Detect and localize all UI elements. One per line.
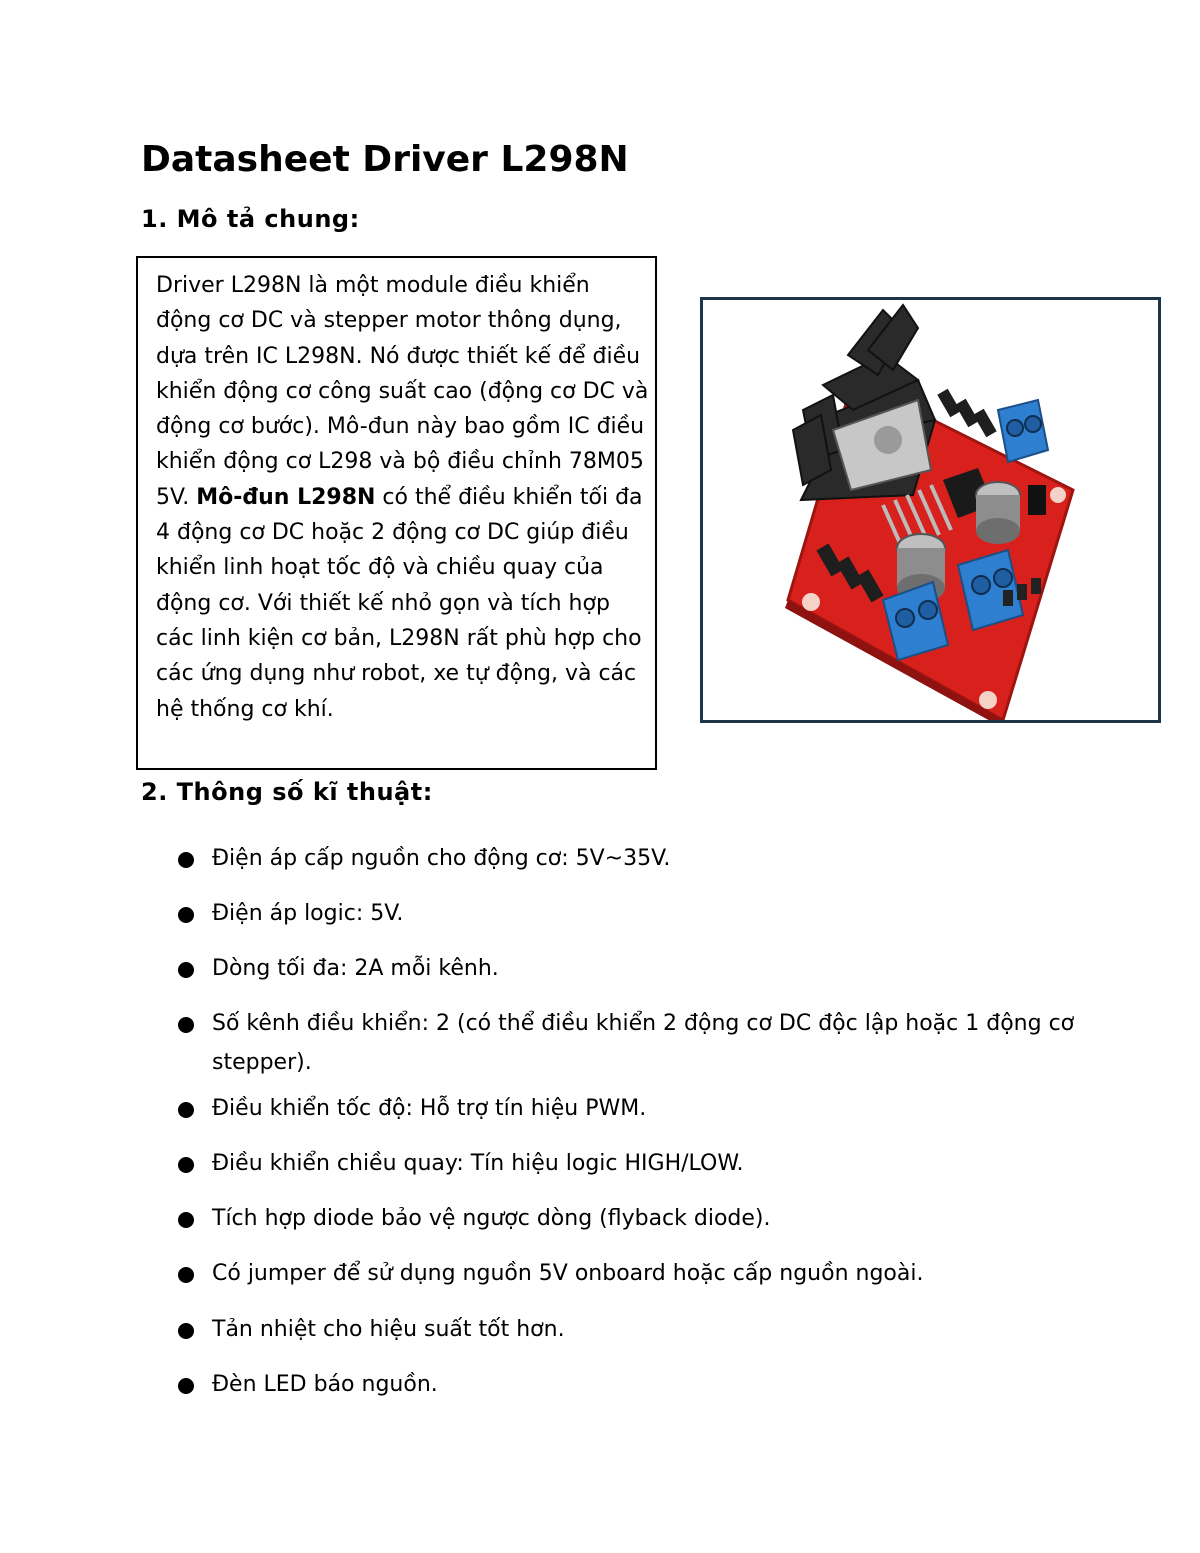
- spec-item: Tích hợp diode bảo vệ ngược dòng (flyback diode).: [178, 1199, 1078, 1238]
- description-bold-text: Mô-đun L298N: [196, 484, 376, 510]
- spec-item: Dòng tối đa: 2A mỗi kênh.: [178, 949, 1078, 988]
- section-heading-general: 1. Mô tả chung:: [141, 205, 360, 233]
- description-text: Driver L298N là một module điều khiển động cơ DC và stepper motor thông dụng, dựa trên IC L298N. Nó được thiết kế để điều khiển động cơ công suất cao (động cơ DC và động cơ bước). Mô-đun này bao gồm IC điều khiển động cơ L298 và bộ điều chỉnh 78M05 5V.: [156, 273, 649, 510]
- bullet-icon: [178, 962, 194, 978]
- spec-item: Điều khiển chiều quay: Tín hiệu logic HIGH/LOW.: [178, 1144, 1078, 1183]
- bullet-icon: [178, 1378, 194, 1394]
- spec-item: Có jumper để sử dụng nguồn 5V onboard hoặc cấp nguồn ngoài.: [178, 1254, 1078, 1293]
- bullet-icon: [178, 1157, 194, 1173]
- bullet-icon: [178, 1102, 194, 1118]
- bullet-icon: [178, 1323, 194, 1339]
- description-box: [136, 256, 657, 770]
- module-photo: [700, 297, 1161, 723]
- section-heading-specs: 2. Thông số kĩ thuật:: [141, 778, 433, 806]
- spec-item: Số kênh điều khiển: 2 (có thể điều khiển 2 động cơ DC độc lập hoặc 1 động cơ stepper).: [178, 1004, 1078, 1082]
- bullet-icon: [178, 1267, 194, 1283]
- bullet-icon: [178, 1017, 194, 1033]
- page-title: Datasheet Driver L298N: [141, 139, 629, 180]
- bullet-icon: [178, 852, 194, 868]
- spec-item: Tản nhiệt cho hiệu suất tốt hơn.: [178, 1310, 1078, 1349]
- spec-item: Đèn LED báo nguồn.: [178, 1365, 1078, 1404]
- description-text-continued: có thể điều khiển tối đa 4 động cơ DC hoặc 2 động cơ DC giúp điều khiển linh hoạt tốc độ và chiều quay của động cơ. Với thiết kế nhỏ gọn và tích hợp các linh kiện cơ bản, L298N rất phù hợp cho các ứng dụng như robot, xe tự động, và các hệ thống cơ khí.: [156, 484, 643, 722]
- bullet-icon: [178, 907, 194, 923]
- spec-item: Điện áp logic: 5V.: [178, 894, 1078, 933]
- spec-item: Điện áp cấp nguồn cho động cơ: 5V~35V.: [178, 839, 1078, 878]
- bullet-icon: [178, 1212, 194, 1228]
- spec-item: Điều khiển tốc độ: Hỗ trợ tín hiệu PWM.: [178, 1089, 1078, 1128]
